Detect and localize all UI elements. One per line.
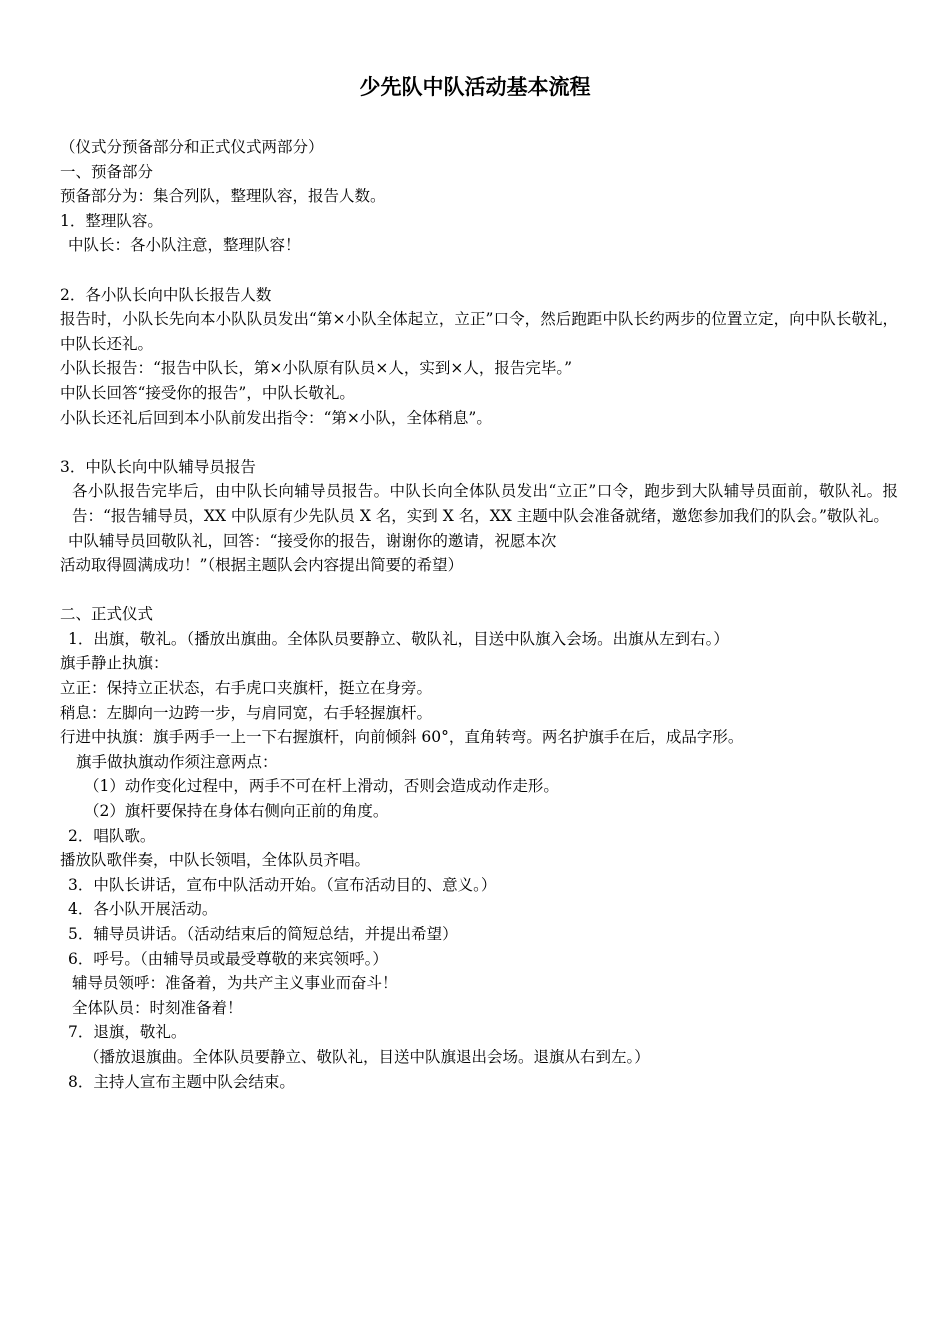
section-heading-ceremony: 二、正式仪式 xyxy=(60,605,154,624)
ceremony-step-5: 5．辅导员讲话。（活动结束后的简短总结，并提出希望） xyxy=(68,925,458,943)
ceremony-step-2: 2．唱队歌。 xyxy=(68,826,156,845)
slogan-lead: 辅导员领呼：准备着，为共产主义事业而奋斗！ xyxy=(72,974,398,993)
step-1-command: 中队长：各小队注意，整理队容！ xyxy=(68,236,301,255)
slogan-response: 全体队员：时刻准备着！ xyxy=(72,998,243,1017)
ceremony-step-8: 8．主持人宣布主题中队会结束。 xyxy=(68,1072,295,1091)
step-3-reply-line-2: 活动取得圆满成功！”（根据主题队会内容提出简要的希望） xyxy=(60,556,464,575)
step-2-reply: 中队长回答“接受你的报告”，中队长敬礼。 xyxy=(60,383,355,402)
step-1-heading: 1．整理队容。 xyxy=(60,211,163,230)
step-3-heading: 3．中队长向中队辅导员报告 xyxy=(60,457,256,476)
document-title: 少先队中队活动基本流程 xyxy=(359,75,591,99)
flag-at-ease: 稍息：左脚向一边跨一步，与肩同宽，右手轻握旗杆。 xyxy=(60,703,433,722)
retire-flag-note: （播放退旗曲。全体队员要静立、敬队礼，目送中队旗退出会场。退旗从右到左。） xyxy=(84,1047,650,1066)
preparation-summary: 预备部分为：集合列队，整理队容，报告人数。 xyxy=(60,187,386,206)
flag-marching: 行进中执旗：旗手两手一上一下右握旗杆，向前倾斜 60°，直角转弯。两名护旗手在后，成品字形。 xyxy=(60,728,744,747)
section-heading-preparation: 一、预备部分 xyxy=(60,162,154,181)
step-3-paragraph: 各小队报告完毕后，由中队长向辅导员报告。中队长向全体队员发出“立正”口令，跑步到大队辅导员面前，敬队礼。报告：“报告辅导员，XX 中队原有少先队员 X 名，实到 X 名，XX 主题中队会准备就绪，邀您参加我们的队会。”敬队礼。 xyxy=(72,482,898,525)
flag-bearer-static: 旗手静止执旗： xyxy=(60,654,169,673)
step-3-reply-line-1: 中队辅导员回敬队礼，回答：“接受你的报告，谢谢你的邀请，祝愿本次 xyxy=(68,531,557,550)
flag-attention: 立正：保持立正状态，右手虎口夹旗杆，挺立在身旁。 xyxy=(60,679,433,698)
ceremony-step-7: 7．退旗，敬礼。 xyxy=(68,1023,187,1042)
flag-note-2: （2）旗杆要保持在身体右侧向正前的角度。 xyxy=(84,802,389,821)
intro-note: （仪式分预备部分和正式仪式两部分） xyxy=(60,138,324,156)
spacer xyxy=(60,258,898,283)
ceremony-step-1: 1．出旗，敬礼。（播放出旗曲。全体队员要静立、敬队礼，目送中队旗入会场。出旗从左到右。） xyxy=(68,629,729,648)
step-2-paragraph: 报告时，小队长先向本小队队员发出“第×小队全体起立，立正”口令，然后跑距中队长约两步的位置立定，向中队长敬礼，中队长还礼。 xyxy=(60,310,898,353)
spacer xyxy=(60,578,898,603)
anthem-note: 播放队歌伴奏，中队长领唱，全体队员齐唱。 xyxy=(60,851,371,870)
step-2-return: 小队长还礼后回到本小队前发出指令：“第×小队，全体稍息”。 xyxy=(60,408,492,427)
flag-note-1: （1）动作变化过程中，两手不可在杆上滑动，否则会造成动作走形。 xyxy=(84,777,559,796)
flag-notes-heading: 旗手做执旗动作须注意两点： xyxy=(76,752,278,771)
spacer xyxy=(60,430,898,455)
document-body xyxy=(60,135,898,1094)
ceremony-step-4: 4．各小队开展活动。 xyxy=(68,900,218,919)
step-2-heading: 2．各小队长向中队长报告人数 xyxy=(60,285,272,304)
step-2-report: 小队长报告：“报告中队长，第×小队原有队员×人，实到×人，报告完毕。” xyxy=(60,359,573,378)
ceremony-step-3: 3．中队长讲话，宣布中队活动开始。（宣布活动目的、意义。） xyxy=(68,875,497,894)
ceremony-step-6: 6．呼号。（由辅导员或最受尊敬的来宾领呼。） xyxy=(68,949,388,968)
